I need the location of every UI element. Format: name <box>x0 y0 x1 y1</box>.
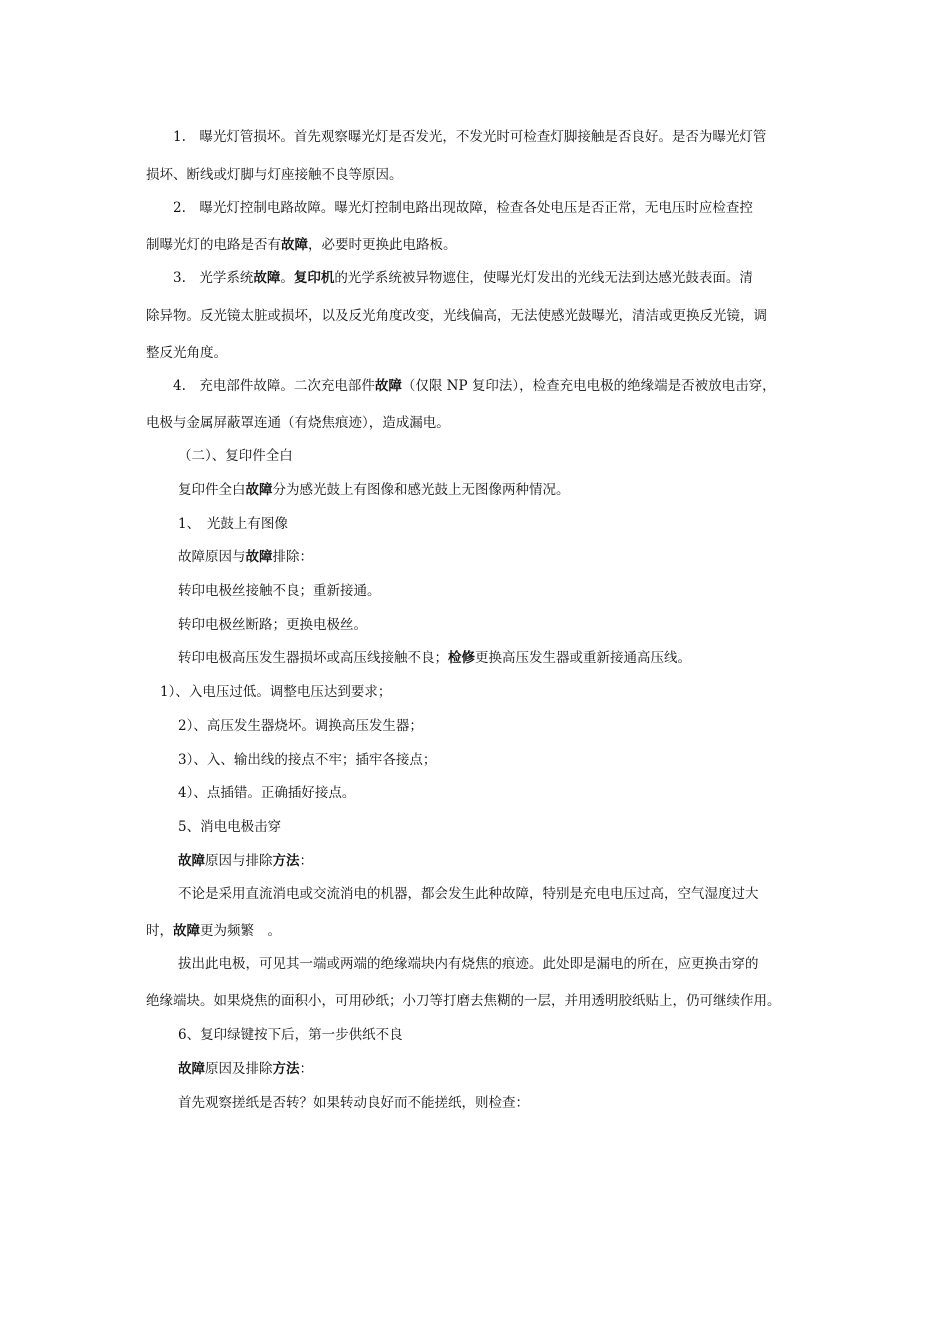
text-run: 排除： <box>272 549 313 565</box>
item-5-heading <box>178 818 281 836</box>
section-heading <box>178 447 293 465</box>
text-run: 转印电极丝断路；更换电极丝。 <box>178 617 367 633</box>
bold-keyword: 故障 <box>178 853 205 869</box>
cause-line-2 <box>178 616 367 634</box>
text-run: 故障原因与 <box>178 549 246 565</box>
text-run: 5、消电电极击穿 <box>178 819 282 835</box>
text-run: 转印电极丝接触不良；重新接通。 <box>178 583 381 599</box>
list-item-1 <box>160 683 391 701</box>
item-1-heading <box>178 515 288 533</box>
text-run: 4）、点插错。正确插好接点。 <box>178 785 356 801</box>
text-run: 2）、高压发生器烧坏。调换高压发生器； <box>178 718 423 734</box>
list-item-4 <box>178 784 355 802</box>
text-run: 1、 光鼓上有图像 <box>178 516 288 532</box>
para-3-line-3 <box>146 344 227 362</box>
para-17-line-2 <box>146 922 281 940</box>
cause-line-3 <box>178 649 691 667</box>
para-3-line-1 <box>173 269 753 287</box>
text-run: 绝缘端块。如果烧焦的面积小，可用砂纸；小刀等打磨去焦糊的一层，并用透明胶纸贴上，仍可继续作用。 <box>146 993 781 1009</box>
text-run: 拔出此电极，可见其一端或两端的绝缘端块内有烧焦的痕迹。此处即是漏电的所在，应更换击穿的 <box>178 956 759 972</box>
bold-keyword: 故障 <box>245 482 273 498</box>
bold-keyword: 复印机 <box>293 270 335 286</box>
para-4-line-2 <box>146 414 450 432</box>
para-4-line-1 <box>173 377 776 395</box>
text-run: 6、复印绿键按下后，第一步供纸不良 <box>178 1027 403 1043</box>
para-5 <box>178 481 570 499</box>
text-run: 整反光角度。 <box>146 345 227 361</box>
text-run: 原因及排除 <box>205 1061 273 1077</box>
item-6-heading <box>178 1026 403 1044</box>
text-run: ： <box>299 1061 313 1077</box>
text-run: 时， <box>146 923 173 939</box>
text-run: 除异物。反光镜太脏或损坏，以及反光角度改变，光线偏高，无法使感光鼓曝光，清洁或更换反光镜，调 <box>146 308 767 324</box>
bold-keyword: 故障 <box>281 237 308 253</box>
text-run: 1）、入电压过低。调整电压达到要求； <box>160 684 392 700</box>
text-run: 原因与排除 <box>205 853 273 869</box>
para-21 <box>178 1094 529 1112</box>
text-run: 的光学系统被异物遮住，使曝光灯发出的光线无法到达感光鼓表面。清 <box>334 270 753 286</box>
method-heading-1 <box>178 852 313 870</box>
text-run: 2. 曝光灯控制电路故障。曝光灯控制电路出现故障，检查各处电压是否正常，无电压时应检查控 <box>173 200 753 216</box>
bold-keyword: 方法 <box>272 853 300 869</box>
bold-keyword: 检修 <box>448 650 475 666</box>
text-run: （二）、复印件全白 <box>178 448 293 464</box>
para-3-line-2 <box>146 307 767 325</box>
para-1-line-1 <box>173 128 766 146</box>
text-run: 3）、入、输出线的接点不牢；插牢各接点； <box>178 752 437 768</box>
para-17-line-1 <box>178 885 759 903</box>
text-run: 更换高压发生器或重新接通高压线。 <box>475 650 691 666</box>
text-run: ，必要时更换此电路板。 <box>308 237 457 253</box>
text-run: 1. 曝光灯管损坏。首先观察曝光灯是否发光，不发光时可检查灯脚接触是否良好。是否为曝光灯管 <box>173 129 767 145</box>
list-item-2 <box>178 717 423 735</box>
text-run: 4. 充电部件故障。二次充电部件 <box>173 378 375 394</box>
para-1-line-2 <box>146 166 403 184</box>
para-18-line-1 <box>178 955 759 973</box>
bold-keyword: 故障 <box>245 549 273 565</box>
bold-keyword: 故障 <box>178 1061 205 1077</box>
text-run: 3. 光学系统 <box>173 270 254 286</box>
text-run: 分为感光鼓上有图像和感光鼓上无图像两种情况。 <box>272 482 570 498</box>
cause-heading <box>178 548 313 566</box>
cause-line-1 <box>178 582 381 600</box>
text-run: 损坏、断线或灯脚与灯座接触不良等原因。 <box>146 167 403 183</box>
text-run: 复印件全白 <box>178 482 246 498</box>
list-item-3 <box>178 751 436 769</box>
text-run: ： <box>299 853 313 869</box>
text-run: 转印电极高压发生器损坏或高压线接触不良； <box>178 650 448 666</box>
para-2-line-2 <box>146 236 457 254</box>
bold-keyword: 故障 <box>253 270 281 286</box>
text-run: 不论是采用直流消电或交流消电的机器，都会发生此种故障，特别是充电电压过高，空气湿度过大 <box>178 886 759 902</box>
bold-keyword: 方法 <box>272 1061 300 1077</box>
bold-keyword: 故障 <box>374 378 402 394</box>
para-2-line-1 <box>173 199 753 217</box>
method-heading-2 <box>178 1060 313 1078</box>
text-run: 电极与金属屏蔽罩连通（有烧焦痕迹），造成漏电。 <box>146 415 450 431</box>
text-run: 制曝光灯的电路是否有 <box>146 237 281 253</box>
text-run: 更为频繁 。 <box>200 923 281 939</box>
para-18-line-2 <box>146 992 781 1010</box>
text-run: 首先观察搓纸是否转？如果转动良好而不能搓纸，则检查： <box>178 1095 529 1111</box>
text-run: 。 <box>280 270 294 286</box>
text-run: （仅限 NP 复印法），检查充电电极的绝缘端是否被放电击穿， <box>401 378 776 394</box>
bold-keyword: 故障 <box>173 923 200 939</box>
